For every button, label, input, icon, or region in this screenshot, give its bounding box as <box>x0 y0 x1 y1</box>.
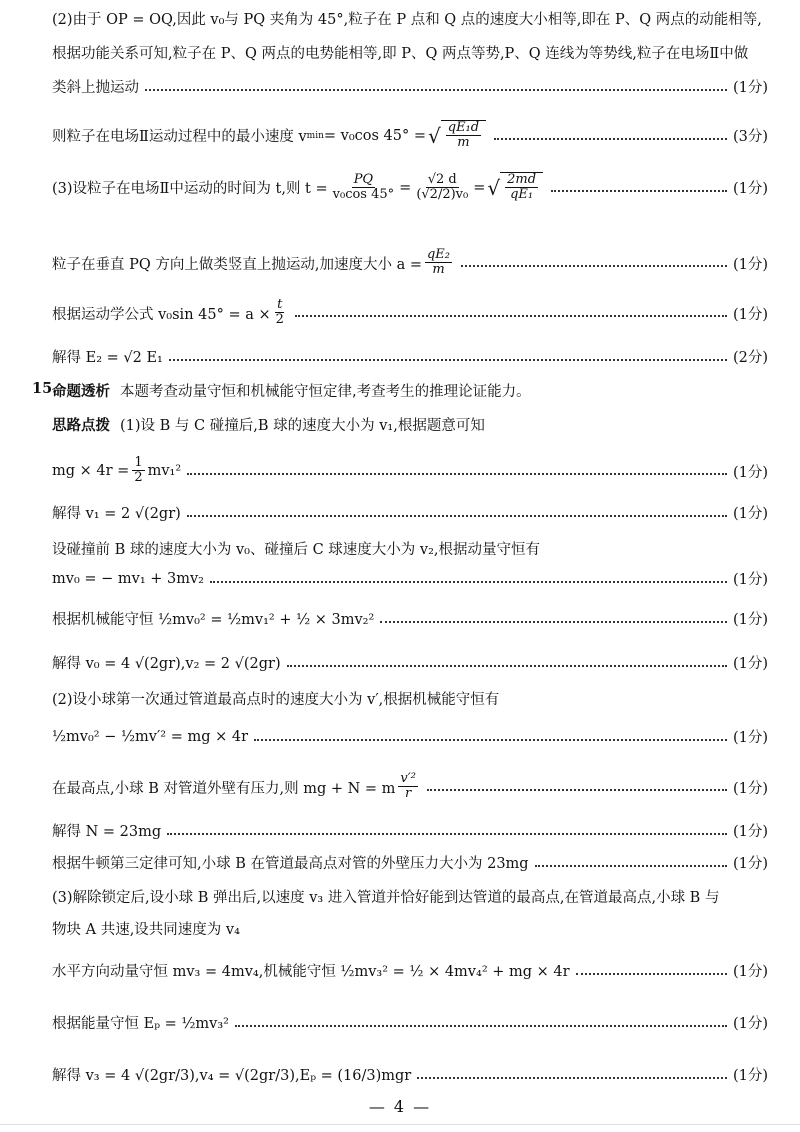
score-line <box>52 726 768 747</box>
score-label: (1分) <box>732 1068 768 1084</box>
score-label: (1分) <box>732 256 768 273</box>
paragraph-line <box>52 8 768 29</box>
fraction-numerator: qE₁d <box>447 120 480 135</box>
dot-leader <box>535 865 727 867</box>
score-line <box>52 456 768 486</box>
score-line <box>52 652 768 673</box>
equation-text: 根据机械能守恒 ½mv₀² = ½mv₁² + ½ × 3mv₂² <box>52 612 375 628</box>
equation-text: 根据能量守恒 Eₚ = ½mv₃² <box>52 1016 229 1032</box>
fraction-denominator: qE₁ <box>510 187 534 203</box>
score-label: (1分) <box>732 1016 768 1032</box>
dot-leader <box>461 265 727 267</box>
score-line <box>52 820 768 841</box>
equation-text: 粒子在垂直 PQ 方向上做类竖直上抛运动,加速度大小 a = <box>52 256 422 273</box>
equation-text: 则粒子在电场Ⅱ运动过程中的最小速度 v <box>52 129 307 146</box>
fraction-numerator: t <box>277 297 283 312</box>
paragraph-line <box>52 414 768 435</box>
score-line <box>52 960 768 981</box>
question-number: 15. <box>32 380 58 397</box>
score-label: (2分) <box>732 350 768 366</box>
section-text: 本题考查动量守恒和机械能守恒定律,考查考生的推理论证能力。 <box>120 384 531 400</box>
solution-text: (1)设 B 与 C 碰撞后,B 球的速度大小为 v₁,根据题意可知 <box>120 418 485 434</box>
score-label: (1分) <box>732 506 768 522</box>
dot-leader <box>380 621 727 623</box>
score-label: (3分) <box>732 129 768 146</box>
score-label: (1分) <box>732 824 768 840</box>
equation <box>52 120 488 151</box>
dot-leader <box>295 315 727 317</box>
fraction <box>398 772 418 802</box>
dot-leader <box>145 89 727 91</box>
score-label: (1分) <box>732 856 768 872</box>
sqrt-symbol: √ $\frac{\text{qE₁d}}{m}$ <box>428 120 486 151</box>
dot-leader <box>427 789 727 791</box>
fraction-denominator: 2 <box>275 312 284 328</box>
score-line <box>52 298 768 328</box>
fraction-denominator: m <box>432 262 445 278</box>
solution-text: 类斜上抛运动 <box>52 80 139 96</box>
dot-leader <box>494 138 727 140</box>
score-line <box>52 172 768 203</box>
equation-text: 根据运动学公式 v₀sin 45° = a × <box>52 306 271 323</box>
paragraph-line <box>52 918 768 939</box>
fraction-denominator: (√2/2)v₀ <box>416 186 469 202</box>
score-label: (1分) <box>732 306 768 323</box>
score-label: (1分) <box>732 181 768 198</box>
equation <box>52 298 289 328</box>
fraction-denominator: v₀cos 45° <box>332 186 395 202</box>
equation-text: 解得 v₁ = 2 √(2gr) <box>52 506 181 522</box>
equation-text: (3)设粒子在电场Ⅱ中运动的时间为 t,则 t = <box>52 181 328 198</box>
fraction-numerator: qE₂ <box>426 247 451 262</box>
fraction <box>505 173 538 203</box>
dot-leader <box>576 973 727 975</box>
score-line <box>52 1012 768 1033</box>
fraction-denominator: m <box>457 135 470 151</box>
dot-leader <box>210 581 727 583</box>
score-line <box>52 120 768 151</box>
score-label: (1分) <box>732 464 768 481</box>
fraction-numerator: √2 d <box>427 171 457 187</box>
equation-text: mv₀ = − mv₁ + 3mv₂ <box>52 570 204 587</box>
equation <box>52 772 421 802</box>
score-line <box>52 1064 768 1085</box>
dot-leader <box>169 359 727 361</box>
solution-text: (2)设小球第一次通过管道最高点时的速度大小为 v′,根据机械能守恒有 <box>52 692 500 708</box>
dot-leader <box>235 1025 727 1027</box>
equation-text: 解得 E₂ = √2 E₁ <box>52 350 163 366</box>
equation-text: 解得 N = 23mg <box>52 824 162 840</box>
section-label: 思路点拨 <box>52 417 110 434</box>
score-line <box>52 568 768 589</box>
score-label: (1分) <box>732 656 768 672</box>
fraction-numerator: 1 <box>134 455 143 470</box>
paragraph-line <box>52 42 768 63</box>
score-line <box>52 346 768 367</box>
fraction-numerator: PQ <box>353 171 374 187</box>
equation-text: = v₀cos 45° = <box>323 127 426 144</box>
paragraph-line <box>52 886 768 907</box>
score-label: (1分) <box>732 80 768 96</box>
fraction <box>274 298 286 328</box>
dot-leader <box>254 739 727 741</box>
score-line <box>52 852 768 873</box>
dot-leader <box>167 833 727 835</box>
equation <box>52 248 455 278</box>
fraction <box>425 248 452 278</box>
score-line <box>52 502 768 523</box>
fraction-denominator: 2 <box>134 470 143 486</box>
solution-text: 设碰撞前 B 球的速度大小为 v₀、碰撞后 C 球速度大小为 v₂,根据动量守恒有 <box>52 542 541 558</box>
fraction <box>446 121 481 151</box>
equation-text: mv₁² <box>147 463 182 480</box>
score-label: (1分) <box>732 964 768 980</box>
equation <box>52 456 181 486</box>
solution-text: 根据功能关系可知,粒子在 P、Q 两点的电势能相等,即 P、Q 两点等势,P、Q 连线为等势线,粒子在电场Ⅱ中做 <box>52 46 749 62</box>
fraction-denominator: r <box>405 786 412 802</box>
score-line <box>52 608 768 629</box>
fraction <box>331 173 397 203</box>
dot-leader <box>417 1077 727 1079</box>
fraction <box>132 456 144 486</box>
fraction-numerator: v′² <box>400 771 416 786</box>
dot-leader <box>551 190 727 192</box>
solution-text: (3)解除锁定后,设小球 B 弹出后,以速度 v₃ 进入管道并恰好能到达管道的最高点,在管道最高点,小球 B 与 <box>52 890 720 906</box>
equation: (3)设粒子在电场Ⅱ中运动的时间为 t,则 t = $\frac{PQ}{\text{v₀cos 45°}}$ = $\frac{√2 d}{\text{(√2/2)v₀}}$ = √ $\frac{2md}{\text{qE₁}}$ <box>52 172 545 203</box>
score-label: (1分) <box>732 612 768 628</box>
equation-text: 解得 v₀ = 4 √(2gr),v₂ = 2 √(2gr) <box>52 656 281 672</box>
question-header <box>52 380 768 401</box>
equation-text: 在最高点,小球 B 对管道外壁有压力,则 mg + N = m <box>52 780 396 797</box>
fraction <box>414 173 470 203</box>
equation-text: mg × 4r = <box>52 463 130 480</box>
divider <box>0 1124 800 1125</box>
page-number: — 4 — <box>368 1097 432 1116</box>
solution-text: 根据牛顿第三定律可知,小球 B 在管道最高点对管的外壁压力大小为 23mg <box>52 856 529 872</box>
equation-text: 水平方向动量守恒 mv₃ = 4mv₄,机械能守恒 ½mv₃² = ½ × 4mv₄² + mg × 4r <box>52 964 570 980</box>
paragraph-line <box>52 538 768 559</box>
sqrt-symbol: √ $\frac{2md}{\text{qE₁}}$ <box>487 172 543 203</box>
score-label: (1分) <box>732 572 768 588</box>
subscript: min <box>306 130 324 141</box>
score-line <box>52 76 768 97</box>
score-label: (1分) <box>732 780 768 797</box>
solution-text: (2)由于 OP = OQ,因此 v₀与 PQ 夹角为 45°,粒子在 P 点和 Q 点的速度大小相等,即在 P、Q 两点的动能相等, <box>52 12 762 28</box>
score-line <box>52 772 768 802</box>
equation-text: ½mv₀² − ½mv′² = mg × 4r <box>52 728 249 745</box>
score-label: (1分) <box>732 730 768 746</box>
paragraph-line <box>52 688 768 709</box>
dot-leader <box>187 515 727 517</box>
section-label: 命题透析 <box>52 383 110 400</box>
dot-leader <box>187 473 727 475</box>
solution-text: 物块 A 共速,设共同速度为 v₄ <box>52 922 240 938</box>
fraction-numerator: 2md <box>507 172 537 187</box>
score-line <box>52 248 768 278</box>
dot-leader <box>287 665 727 667</box>
equation-text: 解得 v₃ = 4 √(2gr/3),v₄ = √(2gr/3),Eₚ = (16/3)mgr <box>52 1068 412 1084</box>
